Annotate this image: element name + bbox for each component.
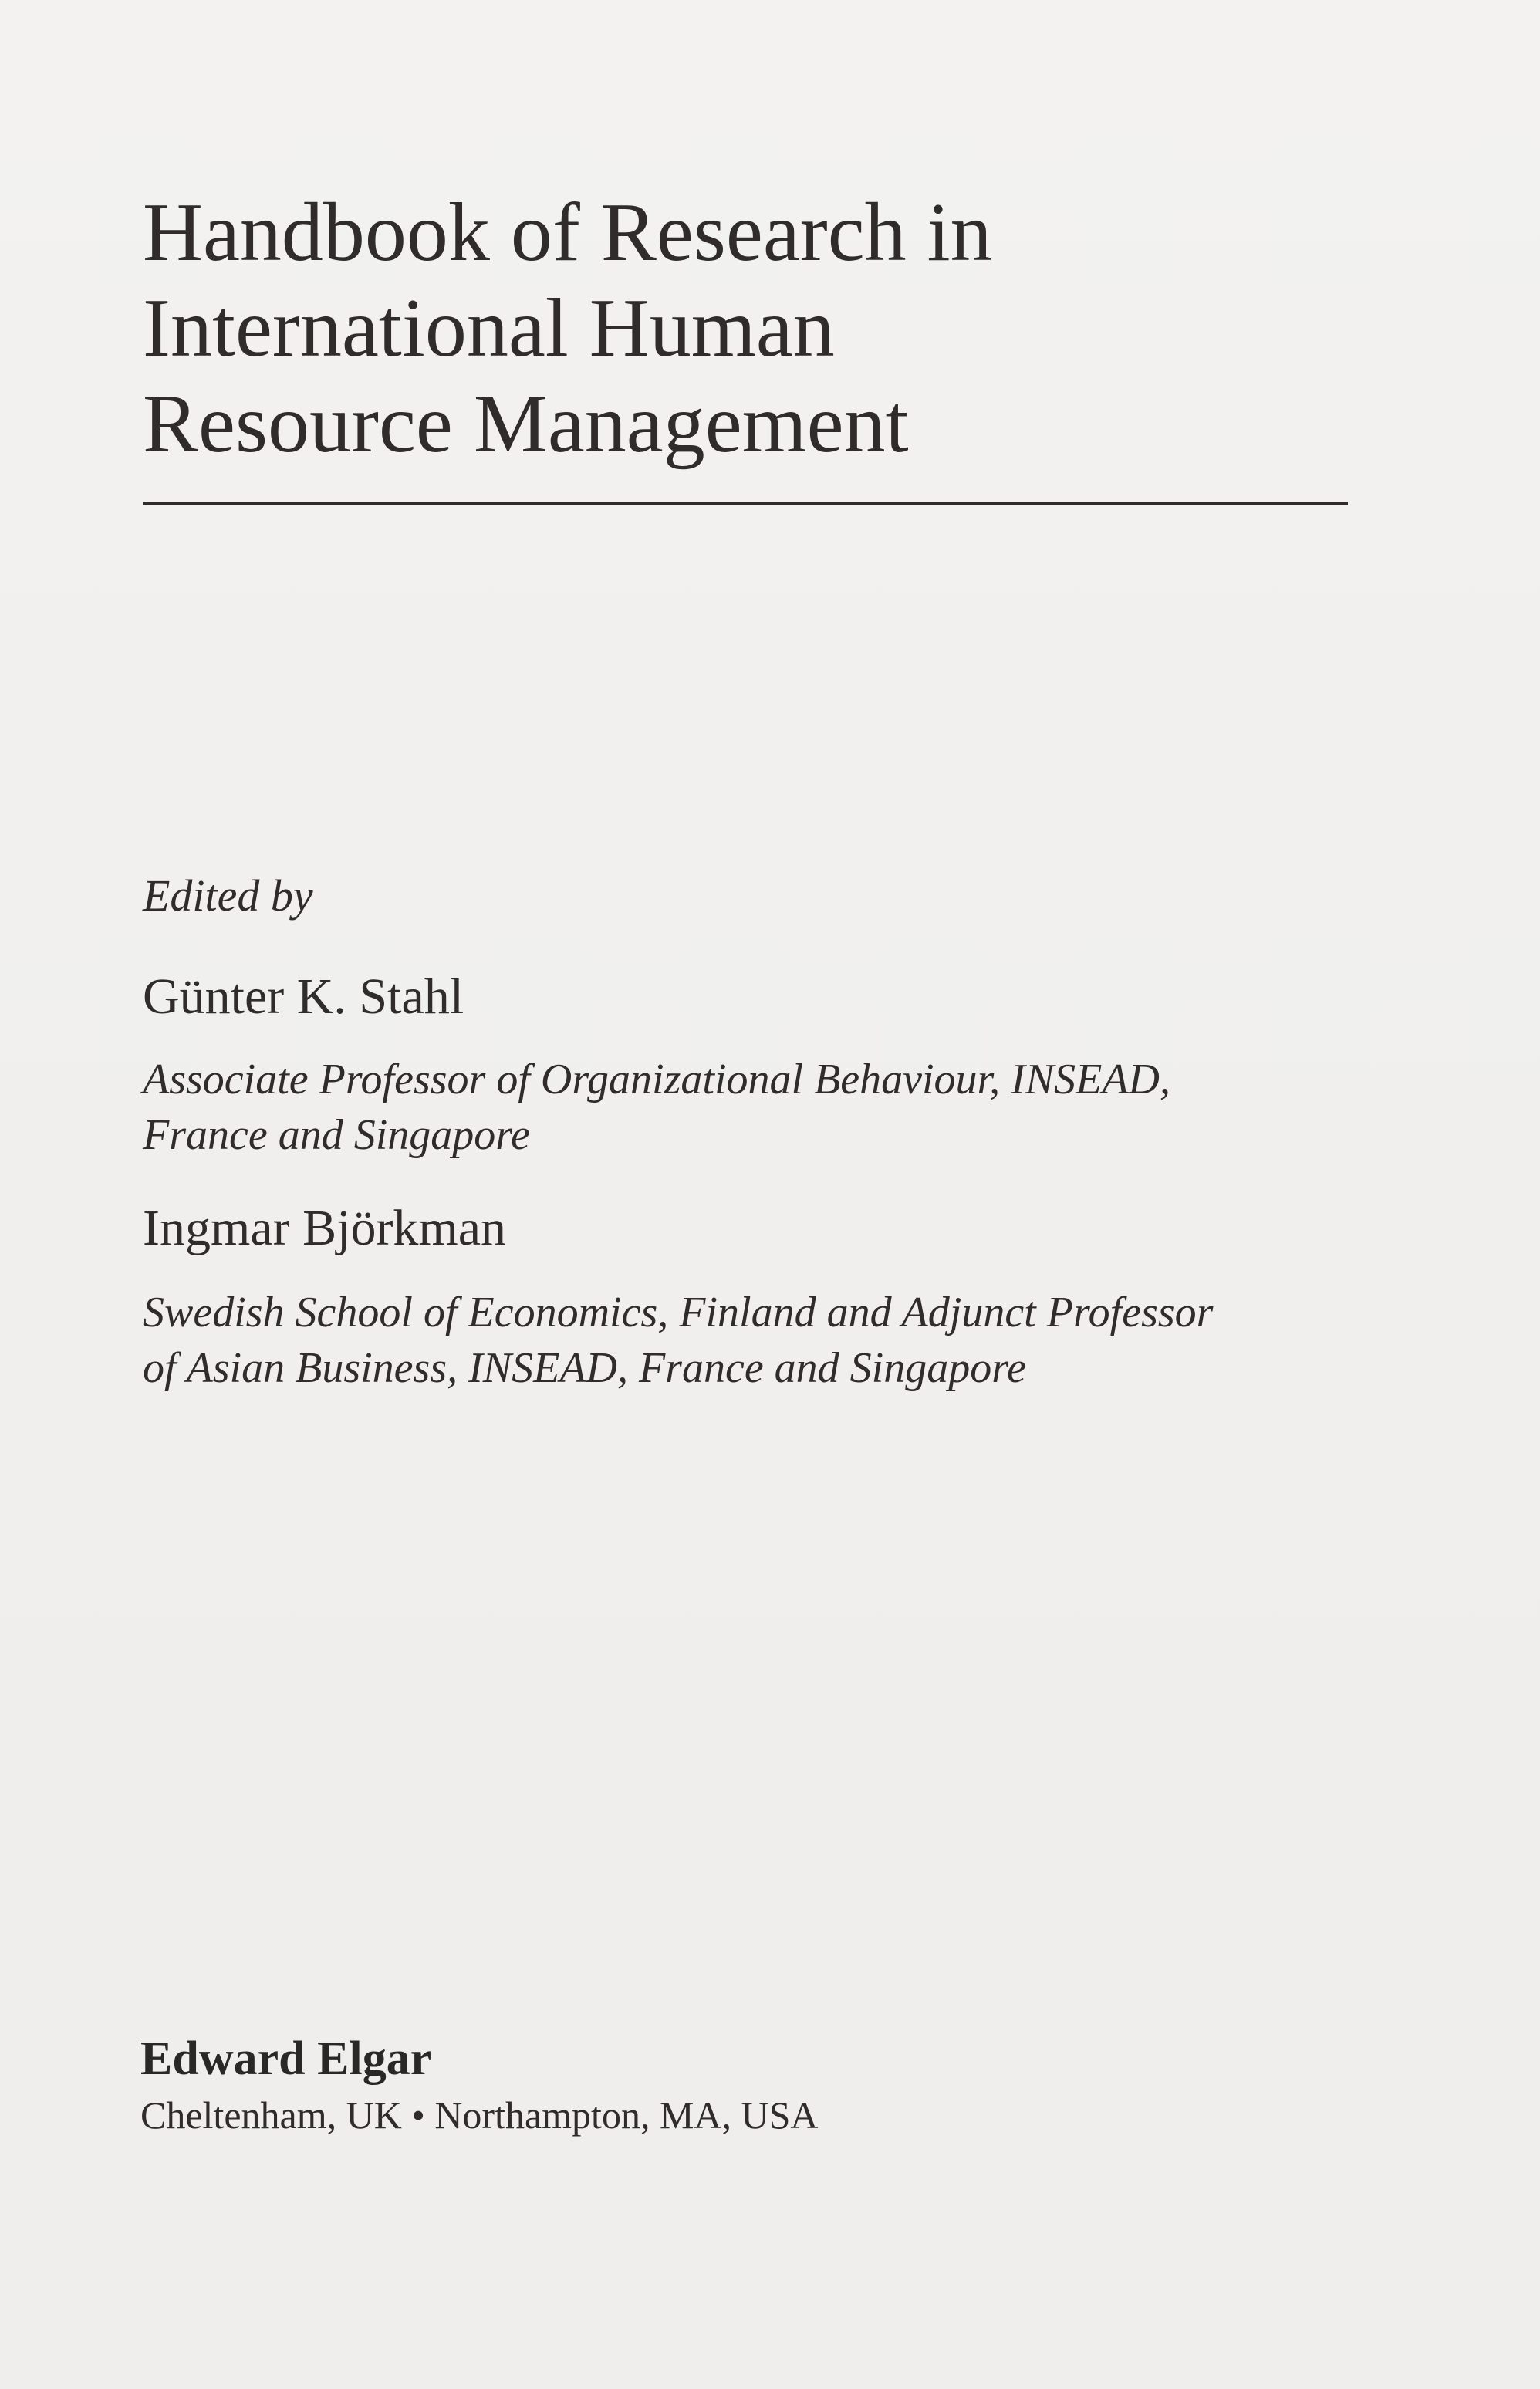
editor-name-1: Günter K. Stahl xyxy=(143,968,464,1025)
publisher-name: Edward Elgar xyxy=(140,2033,432,2085)
editor-affiliation-2 xyxy=(143,1285,1377,1396)
editor-affiliation-2-line-2: of Asian Business, INSEAD, France and Singapore xyxy=(143,1344,1026,1392)
editor-affiliation-1-line-1: Associate Professor of Organizational Behaviour, INSEAD, xyxy=(143,1056,1170,1103)
editor-affiliation-1-line-2: France and Singapore xyxy=(143,1111,530,1159)
title-rule-divider xyxy=(143,502,1348,505)
publisher-locations: Cheltenham, UK • Northampton, MA, USA xyxy=(140,2093,819,2137)
book-title xyxy=(143,185,1339,472)
book-title-line-3: Resource Management xyxy=(143,378,909,470)
editor-affiliation-2-line-1: Swedish School of Economics, Finland and Adjunct Professor xyxy=(143,1289,1214,1336)
editor-name-2: Ingmar Björkman xyxy=(143,1200,507,1256)
editor-affiliation-1 xyxy=(143,1052,1377,1163)
book-title-line-2: International Human xyxy=(143,282,835,374)
edited-by-label: Edited by xyxy=(143,870,313,921)
book-title-line-1: Handbook of Research in xyxy=(143,187,992,279)
